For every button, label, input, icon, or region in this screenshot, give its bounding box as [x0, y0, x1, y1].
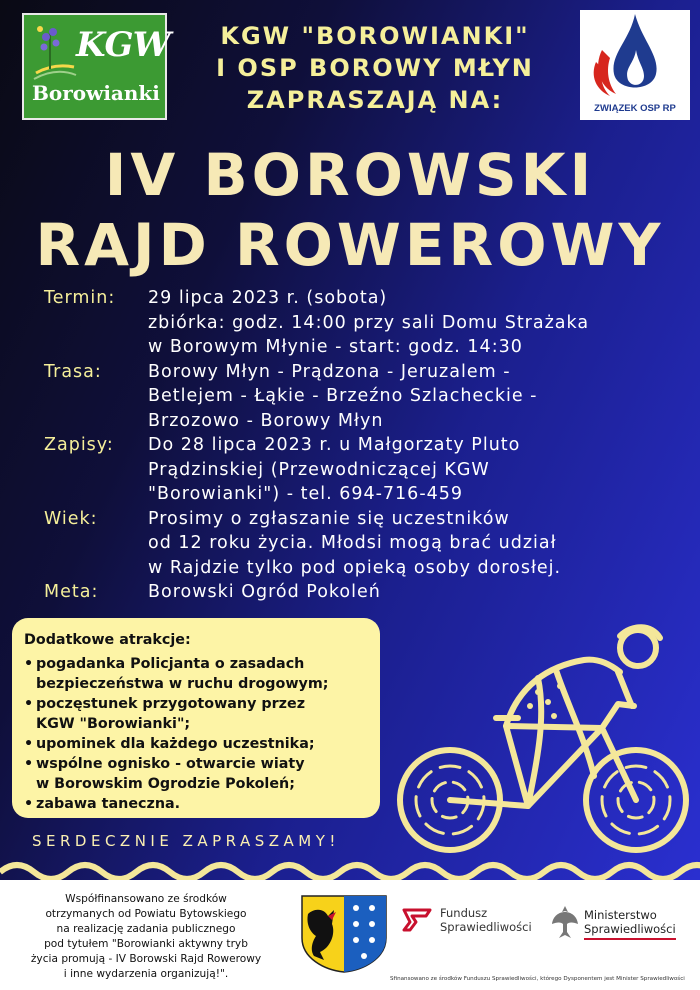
detail-value: w Rajdzie tylko pod opieką osoby dorosłej.: [148, 557, 562, 578]
credit-line: i inne wydarzenia organizują!".: [63, 968, 229, 980]
attraction-item: [22, 794, 328, 814]
detail-value: zbiórka: godz. 14:00 przy sali Domu Strażaka: [148, 312, 590, 333]
attraction-line: • upominek dla każdego uczestnika;: [36, 736, 315, 752]
attraction-line: • poczęstunek przygotowany przez: [36, 696, 306, 712]
attractions-title: Dodatkowe atrakcje:: [24, 632, 191, 648]
detail-value: Brzozowo - Borowy Młyn: [148, 410, 384, 431]
detail-value: w Borowym Młynie - start: godz. 14:30: [148, 337, 523, 357]
detail-value: Do 28 lipca 2023 r. u Małgorzaty Pluto: [148, 435, 521, 455]
flower-icon: [30, 23, 80, 83]
ministerstwo-sprawiedliwosci-name: [584, 908, 676, 940]
attraction-line: KGW "Borowianki";: [36, 716, 191, 732]
detail-label: Trasa:: [44, 361, 102, 382]
attraction-item: [22, 654, 328, 694]
attraction-line: w Borowskim Ogrodzie Pokoleń;: [36, 776, 295, 792]
kgw-borowianki-logo: [22, 13, 170, 120]
bytow-county-crest-icon: [300, 894, 388, 974]
fundusz-line: Fundusz: [440, 906, 488, 920]
cyclist-illustration-icon: [388, 606, 700, 856]
osp-logo-text: ZWIĄZEK OSP RP: [594, 103, 676, 114]
credit-line: pod tytułem "Borowianki aktywny tryb: [44, 938, 248, 950]
detail-label: Wiek:: [44, 508, 98, 529]
osp-logo: [580, 10, 690, 120]
header-line-1: KGW "BOROWIANKI": [220, 22, 530, 50]
detail-label: Zapisy:: [44, 435, 114, 455]
attraction-line: • wspólne ognisko - otwarcie wiaty: [36, 756, 305, 772]
ministerstwo-line: Ministerstwo: [584, 908, 657, 922]
title-line-1: IV BOROWSKI: [104, 141, 596, 209]
detail-termin: [44, 286, 684, 360]
detail-label: Termin:: [44, 288, 116, 308]
fundusz-sprawiedliwosci-logo-icon: [400, 906, 434, 934]
attractions-list: [22, 654, 328, 814]
detail-value: Borowski Ogród Pokoleń: [148, 582, 381, 602]
attractions-box: [12, 618, 380, 818]
osp-flame-drop-icon: [580, 10, 690, 100]
credit-line: otrzymanych od Powiatu Bytowskiego: [45, 908, 247, 920]
cofinancing-note: [6, 892, 286, 982]
detail-meta: [44, 580, 684, 605]
credit-line: Współfinansowano ze środków: [65, 893, 227, 905]
funding-fine-print: Sfinansowano ze środków Funduszu Sprawiedliwości, którego Dysponentem jest Minister Sprawiedliwości: [390, 976, 685, 982]
event-details: [44, 286, 684, 605]
kgw-logo-name: Borowianki: [32, 81, 160, 105]
detail-label: Meta:: [44, 582, 99, 602]
attraction-item: [22, 754, 328, 794]
header-line-2: I OSP BOROWY MŁYN: [216, 54, 534, 82]
polish-eagle-emblem-icon: [549, 902, 581, 942]
attraction-line: • zabawa taneczna.: [36, 796, 181, 812]
detail-trasa: [44, 360, 684, 434]
event-title: [0, 140, 700, 280]
ministerstwo-line: Sprawiedliwości: [584, 922, 676, 936]
attraction-item: [22, 694, 328, 734]
attraction-line: • pogadanka Policjanta o zasadach: [36, 656, 305, 672]
detail-zapisy: [44, 433, 684, 507]
detail-value: Borowy Młyn - Prądzona - Jeruzalem -: [148, 361, 511, 382]
detail-wiek: [44, 507, 684, 581]
detail-value: "Borowianki") - tel. 694-716-459: [148, 484, 464, 504]
closing-invitation: SERDECZNIE ZAPRASZAMY!: [32, 832, 340, 850]
title-line-2: RAJD ROWEROWY: [35, 211, 665, 279]
fundusz-sprawiedliwosci-name: [440, 906, 532, 934]
attraction-line: bezpieczeństwa w ruchu drogowym;: [36, 676, 329, 692]
kgw-logo-word: KGW: [76, 25, 170, 65]
detail-value: Prosimy o zgłaszanie się uczestników: [148, 508, 510, 529]
attraction-item: [22, 734, 328, 754]
detail-value: Betlejem - Łąkie - Brzeźno Szlacheckie -: [148, 386, 538, 406]
fundusz-line: Sprawiedliwości: [440, 920, 532, 934]
header-line-3: ZAPRASZAJĄ NA:: [246, 86, 504, 114]
detail-value: 29 lipca 2023 r. (sobota): [148, 288, 388, 308]
detail-value: od 12 roku życia. Młodsi mogą brać udział: [148, 533, 557, 553]
sponsor-footer: [0, 880, 700, 990]
header-invitation: [180, 20, 570, 116]
credit-line: na realizację zadania publicznego: [56, 923, 236, 935]
credit-line: życia promują - IV Borowski Rajd Rowerowy: [30, 953, 262, 965]
detail-value: Prądzinskiej (Przewodniczącej KGW: [148, 459, 490, 480]
decorative-wave-icon: [0, 858, 700, 880]
